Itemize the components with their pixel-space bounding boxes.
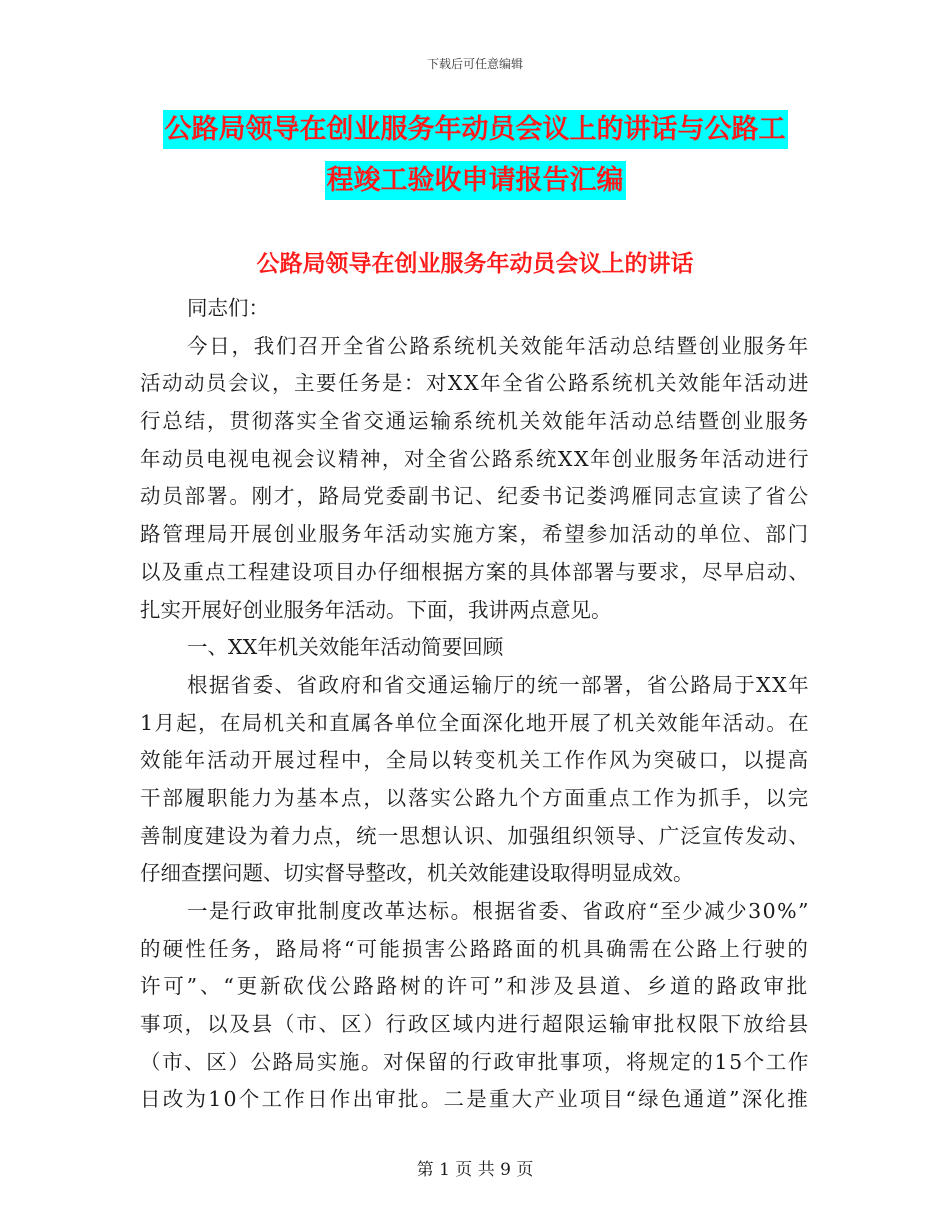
- text-line: 根据省委、省政府和省交通运输厅的统一部署，省公路局于XX年: [187, 672, 810, 697]
- text-line: 日改为10个工作日作出审批。二是重大产业项目“绿色通道”深化推: [140, 1087, 810, 1112]
- text-line: 仔细查摆问题、切实督导整改，机关效能建设取得明显成效。: [140, 861, 694, 886]
- text-line: 事项，以及县（市、区）行政区域内进行超限运输审批权限下放给县: [140, 1012, 810, 1037]
- document-title-line-2: 程竣工验收申请报告汇编: [325, 161, 626, 200]
- text-line: 动员部署。刚才，路局党委副书记、纪委书记娄鸿雁同志宣读了省公: [140, 484, 810, 509]
- text-line: 路管理局开展创业服务年活动实施方案，希望参加活动的单位、部门: [140, 522, 810, 547]
- text-line: 一是行政审批制度改革达标。根据省委、省政府“至少减少30%”: [187, 899, 810, 923]
- section-title: 公路局领导在创业服务年动员会议上的讲话: [256, 251, 694, 277]
- text-line: 以及重点工程建设项目办仔细根据方案的具体部署与要求，尽早启动、: [140, 559, 810, 584]
- text-line: 干部履职能力为基本点，以落实公路九个方面重点工作为抓手，以完: [140, 785, 810, 810]
- text-line: （市、区）公路局实施。对保留的行政审批事项，将规定的15个工作: [140, 1049, 810, 1074]
- page-footer: 第 1 页 共 9 页: [416, 1160, 534, 1180]
- document-title: [140, 104, 810, 206]
- text-line: 许可”、“更新砍伐公路路树的许可”和涉及县道、乡道的路政审批: [140, 974, 810, 999]
- text-line: 活动动员会议，主要任务是：对XX年全省公路系统机关效能年活动进: [140, 371, 810, 396]
- text-line: 年动员电视电视会议精神，对全省公路系统XX年创业服务年活动进行: [140, 446, 810, 471]
- document-title-line-1: 公路局领导在创业服务年动员会议上的讲话与公路工: [163, 110, 788, 149]
- text-line: 善制度建设为着力点，统一思想认识、加强组织领导、广泛宣传发动、: [140, 823, 810, 848]
- text-line: 扎实开展好创业服务年活动。下面，我讲两点意见。: [140, 597, 612, 622]
- text-line: 行总结，贯彻落实全省交通运输系统机关效能年活动总结暨创业服务: [140, 409, 810, 434]
- text-line: 今日，我们召开全省公路系统机关效能年活动总结暨创业服务年: [187, 333, 810, 358]
- body-text: [140, 290, 810, 1119]
- text-line: 1月起，在局机关和直属各单位全面深化地开展了机关效能年活动。在: [140, 710, 810, 735]
- text-line: 同志们：: [187, 296, 269, 320]
- text-line: 的硬性任务，路局将“可能损害公路路面的机具确需在公路上行驶的: [140, 936, 810, 961]
- text-line: 效能年活动开展过程中，全局以转变机关工作作风为突破口，以提高: [140, 748, 810, 773]
- page-header-note: 下载后可任意编辑: [426, 57, 523, 71]
- text-line: 一、XX年机关效能年活动简要回顾: [187, 635, 504, 660]
